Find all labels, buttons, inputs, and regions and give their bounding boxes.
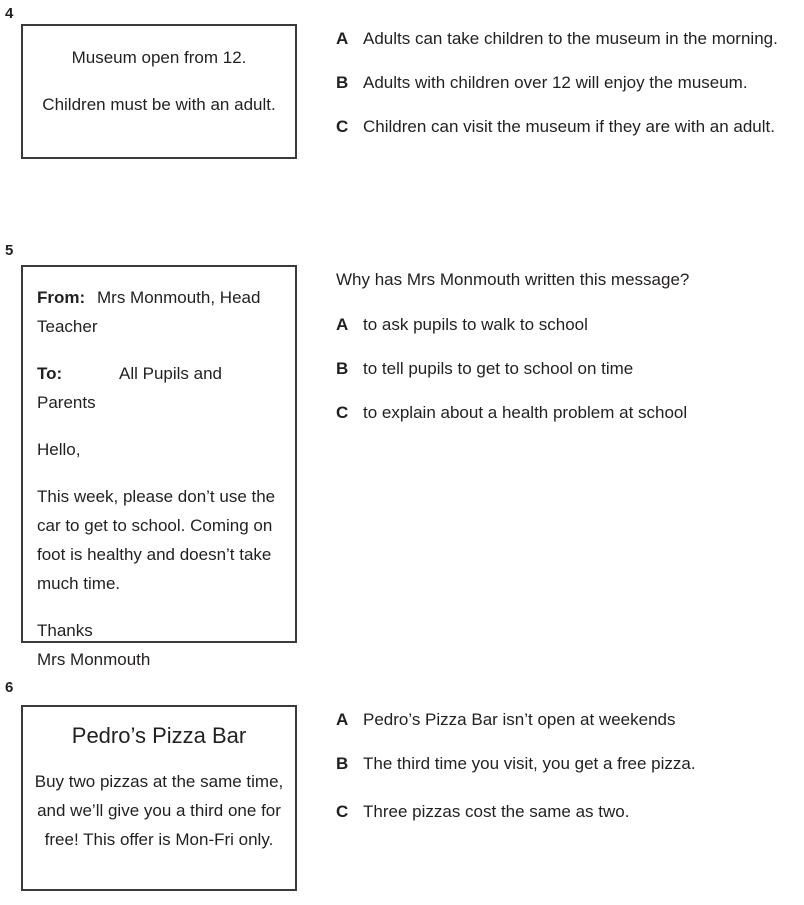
stimulus-box-museum-notice <box>21 24 297 159</box>
advert-headline: Pedro’s Pizza Bar <box>71 723 247 748</box>
option-text: to tell pupils to get to school on time <box>363 359 634 378</box>
message-from-label: From: <box>37 288 86 307</box>
option-letter: B <box>336 754 349 773</box>
option-letter: A <box>336 710 349 729</box>
option-letter: B <box>336 359 349 378</box>
options-list-5 <box>336 265 802 428</box>
stimulus-box-school-message <box>21 265 297 669</box>
option-5-a[interactable] <box>336 310 802 340</box>
option-6-c[interactable] <box>336 797 802 827</box>
option-5-c[interactable] <box>336 398 802 428</box>
option-text: Adults can take children to the museum in the morning. <box>363 29 778 48</box>
option-5-b[interactable] <box>336 354 802 384</box>
option-text: Three pizzas cost the same as two. <box>363 802 630 821</box>
question-number-5: 5 <box>5 242 14 259</box>
option-6-a[interactable] <box>336 705 802 735</box>
options-list-4 <box>336 24 802 142</box>
message-to-label: To: <box>37 364 63 383</box>
option-4-a[interactable] <box>336 24 802 54</box>
option-4-c[interactable] <box>336 112 802 142</box>
message-to-value: All Pupils and Parents <box>37 364 223 412</box>
question-number-6: 6 <box>5 679 14 696</box>
question-prompt-5: Why has Mrs Monmouth written this message? <box>336 270 690 289</box>
stimulus-box-pizza-advert <box>21 705 297 891</box>
option-4-b[interactable] <box>336 68 802 98</box>
option-letter: C <box>336 403 349 422</box>
option-6-b[interactable] <box>336 749 802 779</box>
message-signature: Mrs Monmouth <box>37 650 151 669</box>
option-letter: C <box>336 117 349 136</box>
option-text: The third time you visit, you get a free pizza. <box>363 754 696 773</box>
message-greeting: Hello, <box>37 440 81 459</box>
question-number-4: 4 <box>5 5 14 22</box>
option-letter: C <box>336 802 349 821</box>
notice-line-2: Children must be with an adult. <box>42 95 276 114</box>
option-text: Children can visit the museum if they are with an adult. <box>363 117 775 136</box>
option-letter: B <box>336 73 349 92</box>
options-list-6 <box>336 705 802 827</box>
option-text: to explain about a health problem at school <box>363 403 688 422</box>
message-from-row <box>37 283 281 341</box>
notice-line-1: Museum open from 12. <box>71 48 247 67</box>
message-to-row <box>37 359 281 417</box>
message-body: This week, please don’t use the car to get to school. Coming on foot is healthy and doesn’t take much time. <box>37 487 276 593</box>
option-letter: A <box>336 315 349 334</box>
message-from-value: Mrs Monmouth, Head Teacher <box>37 288 261 336</box>
advert-body: Buy two pizzas at the same time, and we’ll give you a third one for free! This offer is Mon-Fri only. <box>34 772 284 849</box>
message-signoff: Thanks <box>37 621 93 640</box>
option-text: to ask pupils to walk to school <box>363 315 588 334</box>
option-text: Pedro’s Pizza Bar isn’t open at weekends <box>363 710 676 729</box>
option-letter: A <box>336 29 349 48</box>
option-text: Adults with children over 12 will enjoy the museum. <box>363 73 748 92</box>
